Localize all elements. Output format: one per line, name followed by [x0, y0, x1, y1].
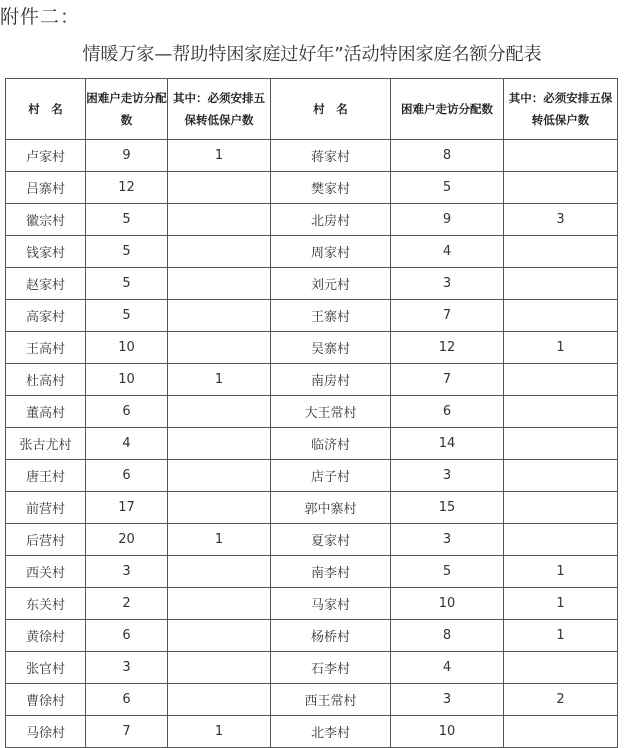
cell-must-left	[168, 684, 271, 716]
cell-village-left: 张古尤村	[6, 428, 86, 460]
cell-must-right	[504, 396, 618, 428]
cell-visits-right: 4	[391, 652, 504, 684]
cell-village-left: 卢家村	[6, 140, 86, 172]
table-row	[6, 268, 618, 300]
table-row	[6, 524, 618, 556]
table-row	[6, 460, 618, 492]
cell-village-right: 北李村	[271, 716, 391, 748]
cell-visits-right: 3	[391, 524, 504, 556]
cell-visits-left: 7	[86, 716, 168, 748]
cell-visits-right: 4	[391, 236, 504, 268]
cell-village-right: 西王常村	[271, 684, 391, 716]
cell-visits-right: 3	[391, 684, 504, 716]
cell-village-right: 郭中寨村	[271, 492, 391, 524]
cell-must-left	[168, 492, 271, 524]
cell-visits-right: 3	[391, 268, 504, 300]
table-row	[6, 716, 618, 748]
cell-village-right: 夏家村	[271, 524, 391, 556]
cell-visits-right: 7	[391, 364, 504, 396]
table-row	[6, 620, 618, 652]
cell-village-left: 东关村	[6, 588, 86, 620]
cell-village-left: 唐王村	[6, 460, 86, 492]
cell-village-left: 黄徐村	[6, 620, 86, 652]
cell-must-left	[168, 236, 271, 268]
cell-village-right: 蒋家村	[271, 140, 391, 172]
cell-village-right: 樊家村	[271, 172, 391, 204]
table-row	[6, 588, 618, 620]
cell-must-left	[168, 428, 271, 460]
cell-must-left	[168, 556, 271, 588]
cell-must-right	[504, 460, 618, 492]
cell-visits-left: 5	[86, 300, 168, 332]
header-village-left: 村 名	[6, 79, 86, 140]
cell-visits-right: 10	[391, 588, 504, 620]
cell-visits-right: 8	[391, 140, 504, 172]
cell-visits-right: 8	[391, 620, 504, 652]
table-row	[6, 140, 618, 172]
cell-must-right	[504, 364, 618, 396]
cell-visits-left: 10	[86, 364, 168, 396]
cell-must-left	[168, 620, 271, 652]
cell-village-right: 南李村	[271, 556, 391, 588]
cell-village-left: 吕寨村	[6, 172, 86, 204]
cell-village-left: 董高村	[6, 396, 86, 428]
cell-village-left: 高家村	[6, 300, 86, 332]
cell-village-left: 马徐村	[6, 716, 86, 748]
cell-visits-left: 5	[86, 204, 168, 236]
cell-village-right: 马家村	[271, 588, 391, 620]
table-row	[6, 396, 618, 428]
cell-must-right	[504, 652, 618, 684]
cell-village-right: 临济村	[271, 428, 391, 460]
cell-visits-left: 5	[86, 268, 168, 300]
table-row	[6, 492, 618, 524]
cell-visits-right: 5	[391, 556, 504, 588]
table-row	[6, 236, 618, 268]
cell-visits-right: 6	[391, 396, 504, 428]
cell-must-left	[168, 652, 271, 684]
cell-must-right	[504, 268, 618, 300]
cell-visits-left: 6	[86, 684, 168, 716]
header-visits-left: 困难户走访分配数	[86, 79, 168, 140]
cell-must-left	[168, 460, 271, 492]
cell-must-left	[168, 300, 271, 332]
cell-must-right: 1	[504, 556, 618, 588]
cell-village-right: 吴寨村	[271, 332, 391, 364]
cell-must-left	[168, 396, 271, 428]
table-row	[6, 204, 618, 236]
header-village-right: 村 名	[271, 79, 391, 140]
cell-village-left: 徽宗村	[6, 204, 86, 236]
cell-must-right: 3	[504, 204, 618, 236]
attachment-heading: 附件二：	[0, 6, 81, 28]
cell-village-right: 南房村	[271, 364, 391, 396]
cell-visits-right: 5	[391, 172, 504, 204]
cell-village-left: 西关村	[6, 556, 86, 588]
cell-village-left: 张官村	[6, 652, 86, 684]
table-row	[6, 332, 618, 364]
cell-village-left: 前营村	[6, 492, 86, 524]
cell-village-right: 周家村	[271, 236, 391, 268]
cell-village-left: 赵家村	[6, 268, 86, 300]
cell-village-right: 杨桥村	[271, 620, 391, 652]
header-must-right: 其中：必须安排五保转低保户数	[504, 79, 618, 140]
cell-village-left: 杜高村	[6, 364, 86, 396]
header-must-left: 其中：必须安排五保转低保户数	[168, 79, 271, 140]
cell-must-right	[504, 172, 618, 204]
cell-village-left: 王高村	[6, 332, 86, 364]
cell-visits-left: 17	[86, 492, 168, 524]
cell-visits-left: 3	[86, 652, 168, 684]
cell-visits-left: 4	[86, 428, 168, 460]
cell-must-right: 1	[504, 332, 618, 364]
cell-visits-right: 3	[391, 460, 504, 492]
cell-visits-right: 10	[391, 716, 504, 748]
cell-village-right: 石李村	[271, 652, 391, 684]
cell-must-left	[168, 332, 271, 364]
cell-must-right: 2	[504, 684, 618, 716]
table-row	[6, 556, 618, 588]
cell-visits-left: 20	[86, 524, 168, 556]
cell-visits-left: 6	[86, 396, 168, 428]
cell-village-right: 店子村	[271, 460, 391, 492]
cell-visits-right: 12	[391, 332, 504, 364]
cell-village-left: 后营村	[6, 524, 86, 556]
cell-village-right: 北房村	[271, 204, 391, 236]
table-row	[6, 300, 618, 332]
cell-must-right	[504, 492, 618, 524]
cell-must-left	[168, 268, 271, 300]
cell-visits-right: 7	[391, 300, 504, 332]
cell-must-left	[168, 172, 271, 204]
table-row	[6, 684, 618, 716]
cell-must-right: 1	[504, 620, 618, 652]
cell-must-left: 1	[168, 716, 271, 748]
table-row	[6, 172, 618, 204]
allocation-table	[5, 78, 618, 748]
cell-visits-right: 9	[391, 204, 504, 236]
cell-visits-left: 3	[86, 556, 168, 588]
table-row	[6, 428, 618, 460]
cell-village-left: 钱家村	[6, 236, 86, 268]
cell-must-right	[504, 428, 618, 460]
cell-must-left	[168, 588, 271, 620]
cell-village-right: 大王常村	[271, 396, 391, 428]
cell-visits-left: 6	[86, 460, 168, 492]
cell-visits-left: 9	[86, 140, 168, 172]
cell-must-left: 1	[168, 140, 271, 172]
table-row	[6, 652, 618, 684]
cell-visits-right: 14	[391, 428, 504, 460]
cell-must-left: 1	[168, 524, 271, 556]
table-body	[6, 140, 618, 748]
cell-visits-left: 2	[86, 588, 168, 620]
cell-visits-left: 5	[86, 236, 168, 268]
cell-must-right	[504, 236, 618, 268]
cell-visits-left: 10	[86, 332, 168, 364]
cell-must-right	[504, 140, 618, 172]
cell-visits-right: 15	[391, 492, 504, 524]
cell-village-left: 曹徐村	[6, 684, 86, 716]
cell-must-right	[504, 524, 618, 556]
table-row	[6, 364, 618, 396]
cell-village-right: 刘元村	[271, 268, 391, 300]
cell-must-left	[168, 204, 271, 236]
cell-must-left: 1	[168, 364, 271, 396]
cell-must-right	[504, 300, 618, 332]
cell-village-right: 王寨村	[271, 300, 391, 332]
header-visits-right: 困难户走访分配数	[391, 79, 504, 140]
cell-must-right	[504, 716, 618, 748]
cell-visits-left: 12	[86, 172, 168, 204]
document-title: 情暖万家—帮助特困家庭过好年”活动特困家庭名额分配表	[82, 44, 542, 65]
table-header-row	[6, 79, 618, 140]
cell-visits-left: 6	[86, 620, 168, 652]
cell-must-right: 1	[504, 588, 618, 620]
